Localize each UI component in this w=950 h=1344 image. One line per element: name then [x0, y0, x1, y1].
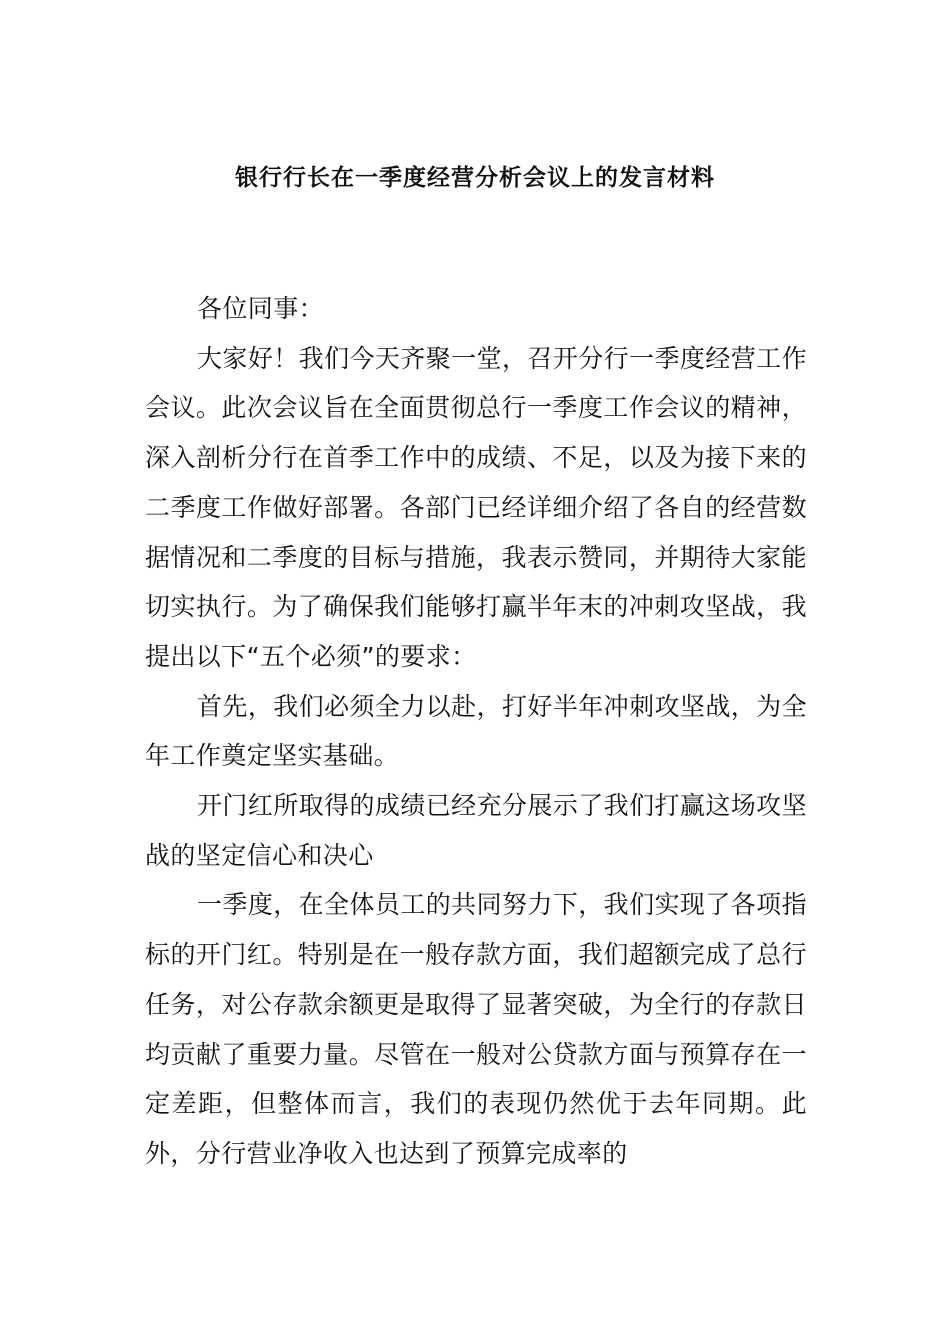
subheading-paragraph: 开门红所取得的成绩已经充分展示了我们打赢这场攻坚战的坚定信心和决心: [145, 791, 807, 870]
document-title: 银行行长在一季度经营分析会议上的发言材料: [235, 165, 715, 191]
first-requirement-paragraph: 首先，我们必须全力以赴，打好半年冲刺攻坚战，为全年工作奠定坚实基础。: [145, 691, 807, 771]
opening-paragraph: 大家好！我们今天齐聚一堂，召开分行一季度经营工作会议。此次会议旨在全面贯彻总行一季度工作会议的精神，深入剖析分行在首季工作中的成绩、不足，以及为接下来的二季度工作做好部署。各部门已经详细介绍了各自的经营数据情况和二季度的目标与措施，我表示赞同，并期待大家能切实执行。为了确保我们能够打赢半年末的冲刺攻坚战，我提出以下“五个必须”的要求：: [145, 343, 807, 671]
document-body: [145, 284, 807, 1179]
q1-results-paragraph: 一季度，在全体员工的共同努力下，我们实现了各项指标的开门红。特别是在一般存款方面，我们超额完成了总行任务，对公存款余额更是取得了显著突破，为全行的存款日均贡献了重要力量。尽管在一般对公贷款方面与预算存在一定差距，但整体而言，我们的表现仍然优于去年同期。此外，分行营业净收入也达到了预算完成率的: [145, 890, 807, 1168]
salutation-paragraph: 各位同事：: [197, 294, 325, 323]
